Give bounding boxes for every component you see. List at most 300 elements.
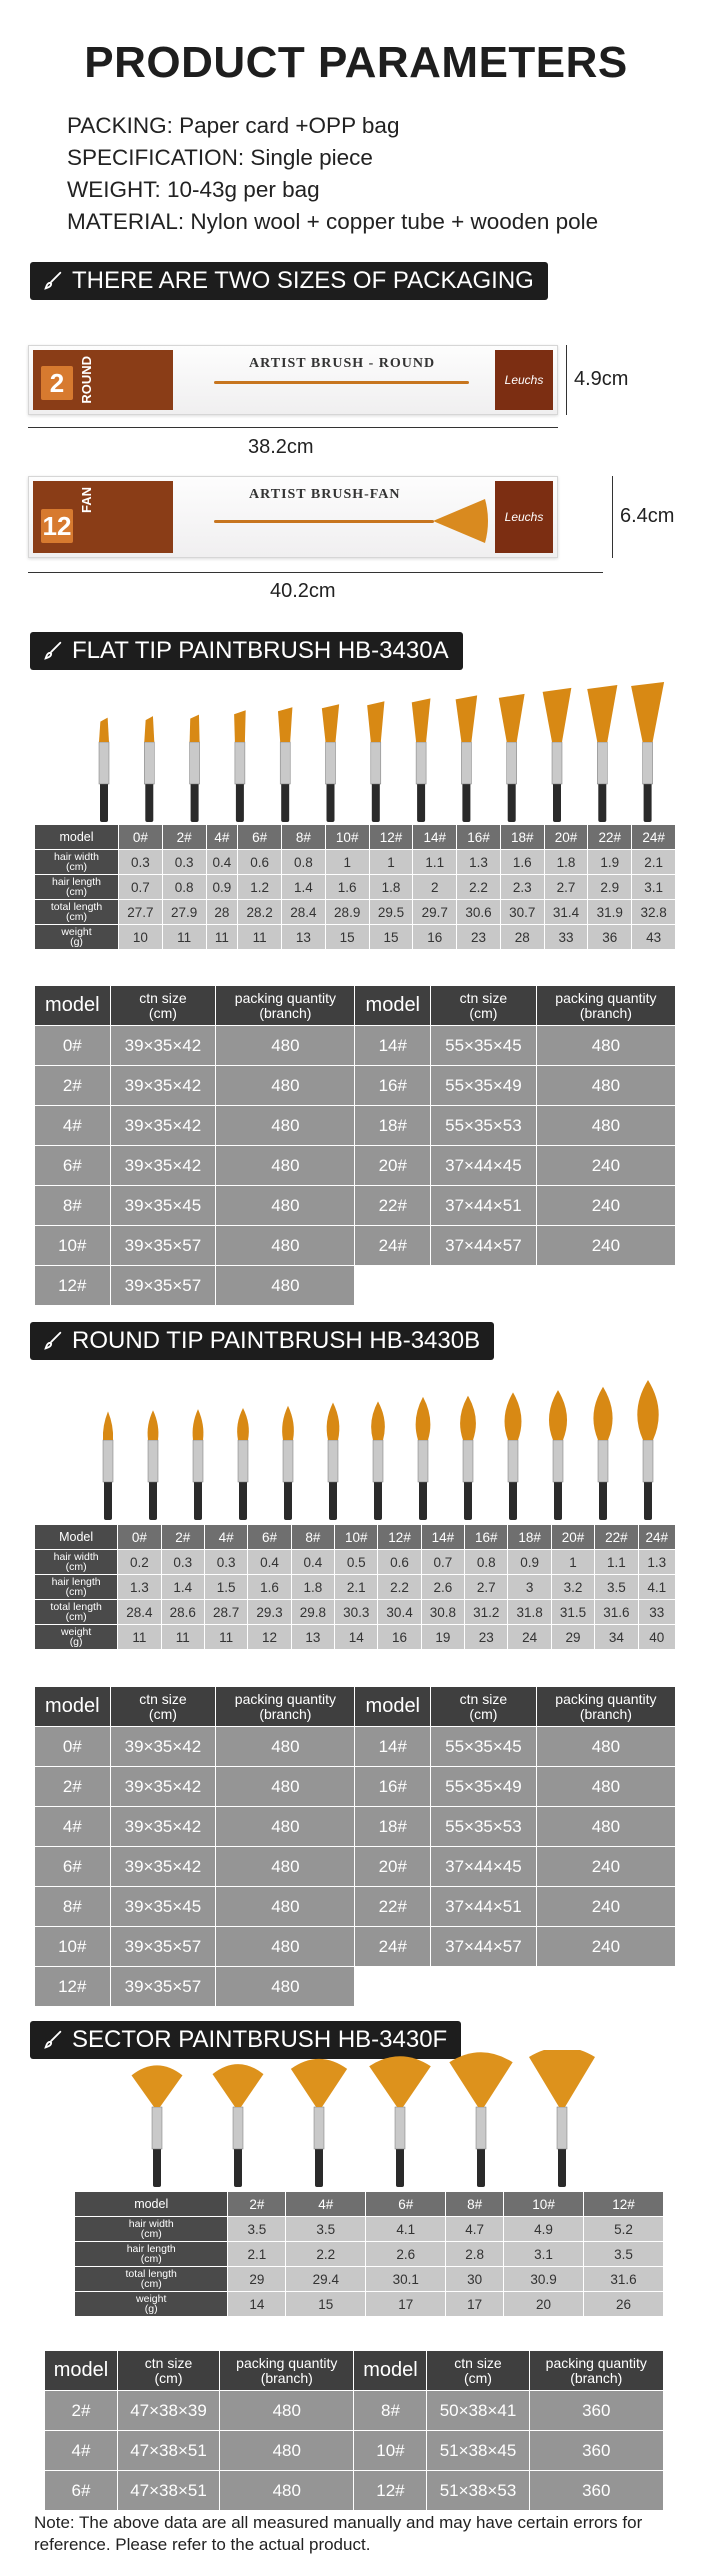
package-round <box>28 345 558 415</box>
brush-22 <box>593 1387 612 1520</box>
packaging-banner <box>30 262 548 300</box>
spec-cell: 4.9 <box>504 2217 584 2242</box>
pack-header-model: model <box>354 2351 427 2391</box>
brush-14 <box>412 698 431 822</box>
pack-header-model: model <box>35 986 111 1026</box>
spec-cell: 1.1 <box>413 850 457 875</box>
spec-row-unit: (cm) <box>65 1611 87 1623</box>
spec-cell: 1.3 <box>118 1575 161 1600</box>
brand-logo: Leuchs <box>495 350 553 410</box>
spec-cell: 2# <box>161 1525 204 1550</box>
pack-header-qty-text: packing quantity <box>555 989 657 1006</box>
pack-header-qty <box>216 986 355 1026</box>
pack-cell: 37×44×57 <box>431 1927 537 1967</box>
param-material: MATERIAL: Nylon wool + copper tube + wooden pole <box>67 209 599 234</box>
brush-handle <box>214 520 434 523</box>
spec-cell: 24# <box>638 1525 675 1550</box>
spec-cell: 16# <box>457 825 501 850</box>
pack-header-qty <box>536 1687 675 1727</box>
spec-cell: 16# <box>465 1525 508 1550</box>
pack-cell: 480 <box>216 1967 355 2007</box>
pack-cell: 55×35×45 <box>431 1026 537 1066</box>
pack-cell: 12# <box>35 1967 111 2007</box>
pack-cell: 6# <box>45 2471 118 2511</box>
spec-row-total-length <box>35 1600 676 1625</box>
spec-row-unit: (cm) <box>65 1586 87 1598</box>
spec-cell: 23 <box>457 925 501 950</box>
pack-cell: 240 <box>536 1226 675 1266</box>
spec-cell: 33 <box>638 1600 675 1625</box>
spec-cell: 34 <box>595 1625 638 1650</box>
pack-row <box>35 1146 676 1186</box>
pack-header-ctn-text: ctn size <box>139 989 187 1006</box>
spec-cell: 30.7 <box>500 900 544 925</box>
spec-cell: 15 <box>286 2292 366 2317</box>
spec-cell: 3.5 <box>595 1575 638 1600</box>
spec-cell: 11 <box>161 1625 204 1650</box>
spec-cell: 8# <box>446 2192 504 2217</box>
spec-cell: 14# <box>421 1525 464 1550</box>
pack-cell: 22# <box>355 1186 431 1226</box>
spec-cell: 24 <box>508 1625 551 1650</box>
brush-18 <box>499 694 525 822</box>
spec-cell: 30.9 <box>504 2267 584 2292</box>
spec-cell: 13 <box>282 925 326 950</box>
spec-cell: 33 <box>544 925 588 950</box>
brush-18 <box>505 1392 522 1520</box>
pack-cell: 51×38×45 <box>427 2431 529 2471</box>
spec-cell: 11 <box>162 925 206 950</box>
pack-cell: 51×38×53 <box>427 2471 529 2511</box>
pack-header-ctn <box>427 2351 529 2391</box>
spec-cell: 10# <box>335 1525 378 1550</box>
spec-cell: 0.8 <box>465 1550 508 1575</box>
pack-cell: 8# <box>354 2391 427 2431</box>
spec-cell: 15 <box>325 925 369 950</box>
spec-cell: 22# <box>595 1525 638 1550</box>
pack-row <box>45 2431 664 2471</box>
spec-cell: 28.7 <box>204 1600 247 1625</box>
spec-cell: 1 <box>369 850 413 875</box>
spec-row-label-text: hair length <box>51 1576 101 1588</box>
pack-cell: 6# <box>35 1146 111 1186</box>
spec-cell: 2.1 <box>632 850 676 875</box>
brush-4 <box>190 715 200 822</box>
spec-cell: 17 <box>366 2292 446 2317</box>
spec-cell: 3 <box>508 1575 551 1600</box>
spec-cell: 27.9 <box>162 900 206 925</box>
pack-cell: 37×44×57 <box>431 1226 537 1266</box>
package-round-kind: ROUND <box>79 356 94 404</box>
brush-10 <box>449 2052 512 2187</box>
pack-cell: 39×35×57 <box>110 1266 216 1306</box>
spec-cell: 0.8 <box>282 850 326 875</box>
spec-cell: 0.4 <box>291 1550 334 1575</box>
spec-row-hair-width <box>75 2217 664 2242</box>
spec-cell: 30.4 <box>378 1600 421 1625</box>
pack-cell: 360 <box>529 2431 663 2471</box>
package-round-width: 38.2cm <box>248 436 314 458</box>
brush-20 <box>549 1390 567 1520</box>
pack-cell: 55×35×45 <box>431 1727 537 1767</box>
pack-cell: 55×35×53 <box>431 1106 537 1146</box>
pack-cell: 37×44×45 <box>431 1847 537 1887</box>
pack-cell: 10# <box>35 1927 111 1967</box>
pack-cell: 55×35×53 <box>431 1807 537 1847</box>
spec-cell: 30.6 <box>457 900 501 925</box>
brush-2 <box>148 1410 159 1520</box>
spec-cell: 14 <box>228 2292 286 2317</box>
spec-row-label <box>75 2267 228 2292</box>
brush-icon <box>42 270 64 292</box>
pack-empty-cell <box>355 1967 431 2007</box>
spec-row-label-text: total length <box>50 901 103 913</box>
fan-brush-head-icon <box>429 495 489 545</box>
pack-cell: 47×38×39 <box>117 2391 219 2431</box>
brush-4 <box>193 1409 204 1520</box>
spec-cell: 3.1 <box>632 875 676 900</box>
pack-cell: 39×35×57 <box>110 1927 216 1967</box>
spec-cell: 2# <box>228 2192 286 2217</box>
spec-cell: 0.7 <box>119 875 163 900</box>
pack-cell: 50×38×41 <box>427 2391 529 2431</box>
pack-row <box>35 1767 676 1807</box>
spec-cell: 28 <box>500 925 544 950</box>
pack-cell: 10# <box>354 2431 427 2471</box>
spec-row-label <box>75 2192 228 2217</box>
pack-cell: 39×35×42 <box>110 1066 216 1106</box>
spec-cell: 0.5 <box>335 1550 378 1575</box>
pack-header-qty-text: packing quantity <box>545 2354 647 2371</box>
pack-cell: 55×35×49 <box>431 1767 537 1807</box>
packaging-banner-text: THERE ARE TWO SIZES OF PACKAGING <box>72 267 534 294</box>
spec-cell: 4.7 <box>446 2217 504 2242</box>
spec-cell: 43 <box>632 925 676 950</box>
spec-row-weight <box>35 1625 676 1650</box>
pack-cell: 18# <box>355 1106 431 1146</box>
spec-row-label <box>35 1550 118 1575</box>
spec-row-model <box>75 2192 664 2217</box>
brush-12 <box>529 2050 595 2187</box>
spec-cell: 31.2 <box>465 1600 508 1625</box>
pack-cell: 37×44×45 <box>431 1146 537 1186</box>
pack-row <box>35 1266 676 1306</box>
pack-row <box>35 1727 676 1767</box>
package-fan-front <box>33 481 173 553</box>
pack-cell: 24# <box>355 1226 431 1266</box>
spec-row-unit: (cm) <box>66 861 87 873</box>
spec-cell: 0# <box>118 1525 161 1550</box>
spec-row-hair-width <box>35 1550 676 1575</box>
pack-header-qty-unit: (branch) <box>579 1004 632 1021</box>
spec-cell: 11 <box>206 925 238 950</box>
pack-cell: 39×35×42 <box>110 1106 216 1146</box>
pack-cell: 240 <box>536 1927 675 1967</box>
package-fan-width: 40.2cm <box>270 580 336 602</box>
pack-cell: 37×44×51 <box>431 1887 537 1927</box>
spec-cell: 2 <box>413 875 457 900</box>
page-title: PRODUCT PARAMETERS <box>84 38 628 87</box>
package-round-front <box>33 350 173 410</box>
pack-header-ctn-unit: (cm) <box>463 2369 492 2386</box>
pack-cell: 480 <box>216 1767 355 1807</box>
spec-cell: 8# <box>282 825 326 850</box>
spec-cell: 19 <box>421 1625 464 1650</box>
pack-header-model: model <box>355 1687 431 1727</box>
spec-cell: 36 <box>588 925 632 950</box>
spec-cell: 1.6 <box>248 1575 291 1600</box>
spec-row-label-text: total length <box>50 1601 102 1613</box>
package-round-number: 2 <box>41 366 73 400</box>
spec-row-label-text: model <box>59 830 94 844</box>
brush-20 <box>543 688 572 822</box>
spec-cell: 26 <box>584 2292 664 2317</box>
pack-cell: 22# <box>355 1887 431 1927</box>
pack-cell: 47×38×51 <box>117 2431 219 2471</box>
spec-cell: 27.7 <box>119 900 163 925</box>
spec-row-unit: (cm) <box>65 1561 87 1573</box>
brush-2 <box>144 716 154 822</box>
param-specification: SPECIFICATION: Single piece <box>67 145 373 170</box>
pack-cell: 240 <box>536 1847 675 1887</box>
brush-8 <box>282 1406 294 1520</box>
spec-cell: 40 <box>638 1625 675 1650</box>
sector-pack-table <box>44 2350 664 2511</box>
spec-cell: 4# <box>286 2192 366 2217</box>
round-brush-lineup <box>0 1350 712 1522</box>
pack-header-qty-unit: (branch) <box>260 2369 313 2386</box>
pack-cell: 24# <box>355 1927 431 1967</box>
package-fan-height: 6.4cm <box>620 505 675 527</box>
spec-cell: 1.5 <box>204 1575 247 1600</box>
brush-6 <box>234 710 246 822</box>
pack-cell: 16# <box>355 1066 431 1106</box>
pack-header-ctn <box>431 986 537 1026</box>
spec-cell: 28.4 <box>282 900 326 925</box>
spec-row-label-text: hair width <box>53 1551 99 1563</box>
spec-cell: 28.2 <box>238 900 282 925</box>
spec-row-label-text: total length <box>125 2268 177 2280</box>
pack-row <box>35 1927 676 1967</box>
spec-cell: 4.1 <box>638 1575 675 1600</box>
spec-cell: 0# <box>119 825 163 850</box>
brush-4 <box>213 2064 264 2187</box>
pack-cell: 10# <box>35 1226 111 1266</box>
pack-cell: 480 <box>216 1847 355 1887</box>
spec-cell: 29.8 <box>291 1600 334 1625</box>
pack-header-ctn <box>110 986 216 1026</box>
pack-cell: 39×35×42 <box>110 1727 216 1767</box>
pack-cell: 8# <box>35 1887 111 1927</box>
spec-cell: 31.4 <box>544 900 588 925</box>
spec-cell: 10# <box>504 2192 584 2217</box>
spec-cell: 1.9 <box>588 850 632 875</box>
pack-row <box>35 1226 676 1266</box>
spec-cell: 11 <box>238 925 282 950</box>
brush-12 <box>371 1401 385 1520</box>
pack-cell: 39×35×57 <box>110 1226 216 1266</box>
spec-cell: 16 <box>378 1625 421 1650</box>
spec-cell: 3.5 <box>228 2217 286 2242</box>
spec-row-model <box>35 825 676 850</box>
spec-cell: 18# <box>500 825 544 850</box>
spec-cell: 2.6 <box>366 2242 446 2267</box>
pack-cell: 2# <box>45 2391 118 2431</box>
spec-cell: 0.2 <box>118 1550 161 1575</box>
flat-brush-lineup <box>0 660 712 825</box>
spec-cell: 2.3 <box>500 875 544 900</box>
pack-cell: 480 <box>536 1106 675 1146</box>
spec-cell: 2.1 <box>335 1575 378 1600</box>
spec-cell: 0.3 <box>162 850 206 875</box>
spec-cell: 3.1 <box>504 2242 584 2267</box>
spec-row-hair-length <box>75 2242 664 2267</box>
spec-row-hair-length <box>35 1575 676 1600</box>
spec-cell: 1.8 <box>369 875 413 900</box>
pack-row <box>35 1967 676 2007</box>
spec-row-unit: (g) <box>70 936 83 948</box>
spec-row-label <box>75 2217 228 2242</box>
spec-cell: 14 <box>335 1625 378 1650</box>
pack-row <box>35 1807 676 1847</box>
spec-cell: 2.2 <box>378 1575 421 1600</box>
spec-cell: 10 <box>119 925 163 950</box>
pack-cell: 240 <box>536 1186 675 1226</box>
pack-cell: 480 <box>536 1727 675 1767</box>
spec-cell: 2.2 <box>457 875 501 900</box>
pack-header-model: model <box>355 986 431 1026</box>
spec-cell: 1.1 <box>595 1550 638 1575</box>
spec-row-label-text: hair length <box>51 876 102 888</box>
spec-cell: 31.5 <box>551 1600 594 1625</box>
spec-cell: 6# <box>238 825 282 850</box>
pack-row <box>35 1026 676 1066</box>
spec-row-label <box>75 2242 228 2267</box>
spec-cell: 0.8 <box>162 875 206 900</box>
spec-cell: 29.4 <box>286 2267 366 2292</box>
pack-header-ctn-text: ctn size <box>459 989 508 1006</box>
spec-cell: 1 <box>325 850 369 875</box>
spec-row-label-text: weight <box>60 1626 92 1638</box>
pack-row <box>45 2391 664 2431</box>
spec-cell: 14# <box>413 825 457 850</box>
spec-cell: 12# <box>378 1525 421 1550</box>
spec-cell: 16 <box>413 925 457 950</box>
pack-header-ctn-unit: (cm) <box>469 1705 498 1722</box>
pack-cell: 480 <box>216 1807 355 1847</box>
pack-cell: 240 <box>536 1146 675 1186</box>
spec-row-label <box>35 900 119 925</box>
spec-cell: 13 <box>291 1625 334 1650</box>
pack-cell: 480 <box>220 2391 354 2431</box>
pack-cell: 480 <box>536 1066 675 1106</box>
pack-row <box>35 1847 676 1887</box>
pack-empty-cell <box>431 1967 537 2007</box>
spec-cell: 1.4 <box>161 1575 204 1600</box>
spec-row-label <box>35 1600 118 1625</box>
spec-cell: 4# <box>204 1525 247 1550</box>
spec-cell: 0.3 <box>161 1550 204 1575</box>
spec-cell: 31.6 <box>584 2267 664 2292</box>
pack-row <box>35 1066 676 1106</box>
spec-cell: 29 <box>551 1625 594 1650</box>
height-marker <box>612 476 613 558</box>
brush-16 <box>460 1396 476 1520</box>
package-fan <box>28 476 558 558</box>
spec-cell: 1.3 <box>457 850 501 875</box>
pack-cell: 12# <box>354 2471 427 2511</box>
spec-row-weight <box>35 925 676 950</box>
round-spec-table <box>34 1524 676 1650</box>
sector-banner-text: SECTOR PAINTBRUSH HB-3430F <box>72 2026 448 2053</box>
spec-row-weight <box>75 2292 664 2317</box>
pack-header-qty-unit: (branch) <box>259 1705 312 1722</box>
spec-cell: 11 <box>118 1625 161 1650</box>
pack-cell: 18# <box>355 1807 431 1847</box>
pack-header-ctn-text: ctn size <box>459 1690 508 1707</box>
brush-8 <box>278 707 292 822</box>
pack-cell: 8# <box>35 1186 111 1226</box>
spec-cell: 31.9 <box>588 900 632 925</box>
pack-header-ctn <box>117 2351 219 2391</box>
spec-row-label-text: hair width <box>128 2218 174 2230</box>
brush-10 <box>322 704 339 822</box>
spec-cell: 1.6 <box>500 850 544 875</box>
spec-cell: 18# <box>508 1525 551 1550</box>
height-marker <box>566 345 567 415</box>
pack-cell: 480 <box>220 2431 354 2471</box>
spec-cell: 0.3 <box>119 850 163 875</box>
pack-header-qty-unit: (branch) <box>570 2369 623 2386</box>
pack-cell: 39×35×42 <box>110 1807 216 1847</box>
pack-cell: 480 <box>216 1026 355 1066</box>
pack-row <box>35 1106 676 1146</box>
spec-cell: 1.4 <box>282 875 326 900</box>
spec-row-label-text: hair width <box>54 851 99 863</box>
pack-cell: 480 <box>216 1266 355 1306</box>
spec-row-unit: (g) <box>69 1636 83 1648</box>
spec-row-hair-width <box>35 850 676 875</box>
spec-row-label <box>35 1525 118 1550</box>
spec-cell: 3.2 <box>551 1575 594 1600</box>
sector-spec-table <box>74 2191 664 2317</box>
pack-cell: 480 <box>536 1767 675 1807</box>
spec-cell: 1.8 <box>291 1575 334 1600</box>
spec-row-label <box>35 925 119 950</box>
pack-header-ctn-text: ctn size <box>139 1690 187 1707</box>
brush-icon <box>42 1330 64 1352</box>
package-fan-label: ARTIST BRUSH-FAN <box>249 487 401 502</box>
spec-cell: 29.3 <box>248 1600 291 1625</box>
brush-24 <box>631 682 664 822</box>
flat-banner-text: FLAT TIP PAINTBRUSH HB-3430A <box>72 637 449 664</box>
pack-cell: 480 <box>216 1887 355 1927</box>
spec-cell: 20# <box>544 825 588 850</box>
brush-14 <box>416 1397 431 1520</box>
spec-cell: 5.2 <box>584 2217 664 2242</box>
spec-cell: 29.7 <box>413 900 457 925</box>
pack-header-row <box>45 2351 664 2391</box>
pack-header-qty-unit: (branch) <box>579 1705 632 1722</box>
spec-cell: 2# <box>162 825 206 850</box>
spec-cell: 12 <box>248 1625 291 1650</box>
pack-header-qty-text: packing quantity <box>234 1690 336 1707</box>
pack-cell: 39×35×57 <box>110 1967 216 2007</box>
pack-cell: 4# <box>45 2431 118 2471</box>
pack-header-model: model <box>35 1687 111 1727</box>
pack-cell: 55×35×49 <box>431 1066 537 1106</box>
pack-cell: 480 <box>216 1106 355 1146</box>
